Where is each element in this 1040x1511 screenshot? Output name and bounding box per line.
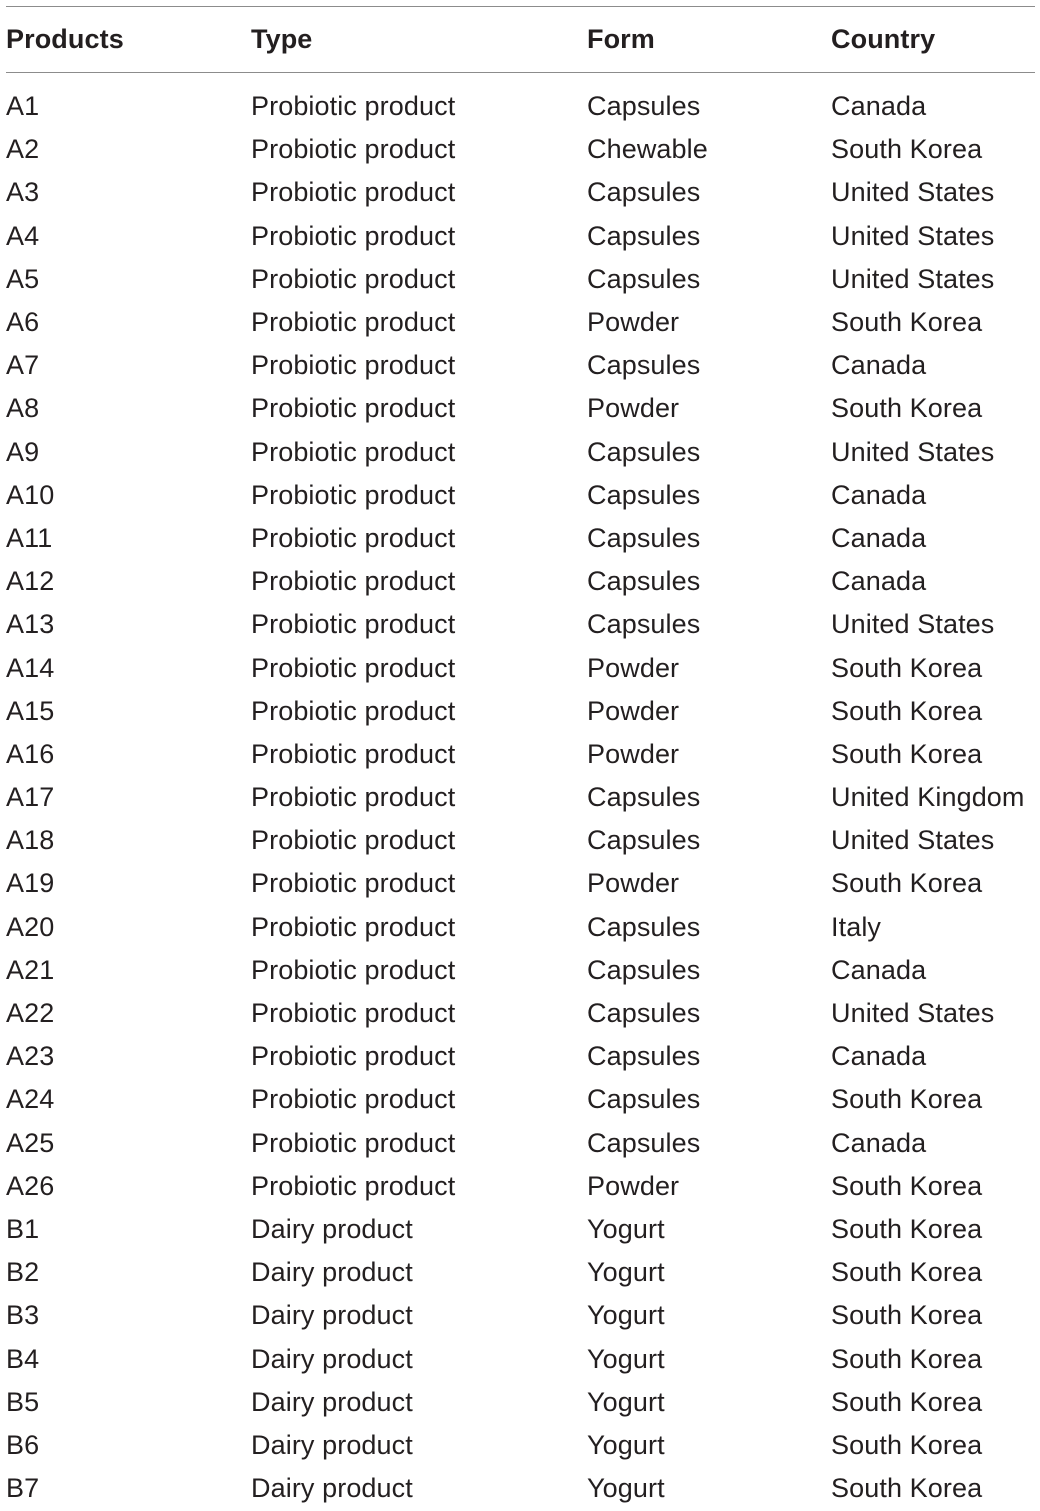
- table-row: [6, 1381, 1035, 1424]
- type-cell: Probiotic product: [251, 479, 456, 510]
- form-cell: Capsules: [587, 479, 701, 510]
- header-row: [6, 7, 1035, 72]
- table-row: [6, 992, 1035, 1035]
- table-row: [6, 128, 1035, 171]
- country-cell: United States: [831, 436, 995, 467]
- form-cell: Chewable: [587, 134, 708, 165]
- table-row: [6, 1165, 1035, 1208]
- country-cell: Canada: [831, 479, 927, 510]
- form-cell: Yogurt: [587, 1429, 665, 1460]
- form-cell: Yogurt: [587, 1473, 665, 1504]
- country-cell: South Korea: [831, 1386, 983, 1417]
- type-cell: Dairy product: [251, 1213, 413, 1244]
- table-body: [6, 85, 1035, 1510]
- product-id-cell: A24: [6, 1084, 55, 1115]
- form-cell: Capsules: [587, 1127, 701, 1158]
- country-cell: United Kingdom: [831, 782, 1025, 813]
- product-id-cell: A22: [6, 998, 55, 1029]
- form-cell: Powder: [587, 1170, 680, 1201]
- product-id-cell: B7: [6, 1473, 40, 1504]
- header-type: Type: [251, 24, 313, 54]
- form-cell: Powder: [587, 695, 680, 726]
- country-cell: United States: [831, 220, 995, 251]
- product-id-cell: A25: [6, 1127, 55, 1158]
- table-row: [6, 1294, 1035, 1337]
- type-cell: Probiotic product: [251, 911, 456, 942]
- country-cell: Canada: [831, 1127, 927, 1158]
- product-id-cell: A23: [6, 1041, 55, 1072]
- form-cell: Capsules: [587, 1041, 701, 1072]
- product-id-cell: A16: [6, 738, 55, 769]
- table-row: [6, 474, 1035, 517]
- form-cell: Powder: [587, 868, 680, 899]
- type-cell: Dairy product: [251, 1300, 413, 1331]
- country-cell: Canada: [831, 522, 927, 553]
- country-cell: Canada: [831, 566, 927, 597]
- form-cell: Capsules: [587, 220, 701, 251]
- product-id-cell: A6: [6, 307, 40, 338]
- table-row: [6, 258, 1035, 301]
- table-row: [6, 301, 1035, 344]
- country-cell: South Korea: [831, 1213, 983, 1244]
- country-cell: United States: [831, 609, 995, 640]
- product-id-cell: A9: [6, 436, 40, 467]
- product-id-cell: A11: [6, 522, 53, 553]
- form-cell: Capsules: [587, 177, 701, 208]
- form-cell: Yogurt: [587, 1257, 665, 1288]
- type-cell: Dairy product: [251, 1343, 413, 1374]
- product-id-cell: A14: [6, 652, 55, 683]
- table-row: [6, 1078, 1035, 1121]
- form-cell: Capsules: [587, 566, 701, 597]
- type-cell: Probiotic product: [251, 609, 456, 640]
- product-id-cell: B6: [6, 1429, 40, 1460]
- type-cell: Probiotic product: [251, 436, 456, 467]
- country-cell: Canada: [831, 91, 927, 122]
- product-id-cell: B4: [6, 1343, 40, 1374]
- table-row: [6, 906, 1035, 949]
- form-cell: Yogurt: [587, 1343, 665, 1374]
- table-row: [6, 1035, 1035, 1078]
- product-id-cell: A20: [6, 911, 55, 942]
- table-row: [6, 646, 1035, 689]
- product-id-cell: B3: [6, 1300, 40, 1331]
- table-row: [6, 560, 1035, 603]
- type-cell: Probiotic product: [251, 307, 456, 338]
- country-cell: South Korea: [831, 307, 983, 338]
- product-id-cell: A8: [6, 393, 40, 424]
- form-cell: Capsules: [587, 263, 701, 294]
- product-id-cell: A15: [6, 695, 55, 726]
- type-cell: Probiotic product: [251, 91, 456, 122]
- country-cell: South Korea: [831, 868, 983, 899]
- product-id-cell: A19: [6, 868, 55, 899]
- table-row: [6, 603, 1035, 646]
- country-cell: South Korea: [831, 1429, 983, 1460]
- form-cell: Powder: [587, 307, 680, 338]
- form-cell: Yogurt: [587, 1213, 665, 1244]
- country-cell: Italy: [831, 911, 882, 942]
- table-row: [6, 387, 1035, 430]
- form-cell: Capsules: [587, 91, 701, 122]
- type-cell: Probiotic product: [251, 695, 456, 726]
- type-cell: Dairy product: [251, 1429, 413, 1460]
- table-row: [6, 862, 1035, 905]
- table-row: [6, 1424, 1035, 1467]
- table-row: [6, 949, 1035, 992]
- type-cell: Probiotic product: [251, 738, 456, 769]
- header-country: Country: [831, 24, 936, 54]
- type-cell: Dairy product: [251, 1386, 413, 1417]
- form-cell: Capsules: [587, 825, 701, 856]
- form-cell: Yogurt: [587, 1300, 665, 1331]
- product-id-cell: A26: [6, 1170, 55, 1201]
- product-id-cell: B2: [6, 1257, 40, 1288]
- header-spacer: [6, 73, 1035, 85]
- country-cell: United States: [831, 825, 995, 856]
- type-cell: Probiotic product: [251, 954, 456, 985]
- table-row: [6, 431, 1035, 474]
- product-id-cell: A5: [6, 263, 40, 294]
- type-cell: Probiotic product: [251, 566, 456, 597]
- products-table: [6, 7, 1035, 1510]
- type-cell: Probiotic product: [251, 134, 456, 165]
- form-cell: Capsules: [587, 350, 701, 381]
- form-cell: Capsules: [587, 609, 701, 640]
- table-row: [6, 1467, 1035, 1510]
- country-cell: South Korea: [831, 695, 983, 726]
- country-cell: Canada: [831, 350, 927, 381]
- product-id-cell: A3: [6, 177, 40, 208]
- products-table-container: [6, 6, 1035, 1510]
- table-row: [6, 344, 1035, 387]
- type-cell: Probiotic product: [251, 1170, 456, 1201]
- product-id-cell: A1: [6, 91, 40, 122]
- table-row: [6, 517, 1035, 560]
- type-cell: Probiotic product: [251, 263, 456, 294]
- header-form: Form: [587, 24, 655, 54]
- table-row: [6, 1208, 1035, 1251]
- table-row: [6, 171, 1035, 214]
- form-cell: Capsules: [587, 998, 701, 1029]
- form-cell: Powder: [587, 393, 680, 424]
- form-cell: Yogurt: [587, 1386, 665, 1417]
- country-cell: United States: [831, 177, 995, 208]
- type-cell: Probiotic product: [251, 1041, 456, 1072]
- country-cell: South Korea: [831, 652, 983, 683]
- country-cell: Canada: [831, 954, 927, 985]
- type-cell: Probiotic product: [251, 652, 456, 683]
- table-row: [6, 733, 1035, 776]
- type-cell: Probiotic product: [251, 1084, 456, 1115]
- table-row: [6, 1122, 1035, 1165]
- product-id-cell: B5: [6, 1386, 40, 1417]
- table-row: [6, 819, 1035, 862]
- type-cell: Probiotic product: [251, 868, 456, 899]
- product-id-cell: A10: [6, 479, 55, 510]
- header-products: Products: [6, 24, 124, 54]
- product-id-cell: A18: [6, 825, 55, 856]
- type-cell: Dairy product: [251, 1473, 413, 1504]
- country-cell: South Korea: [831, 1473, 983, 1504]
- type-cell: Dairy product: [251, 1257, 413, 1288]
- form-cell: Capsules: [587, 522, 701, 553]
- country-cell: South Korea: [831, 1257, 983, 1288]
- type-cell: Probiotic product: [251, 825, 456, 856]
- country-cell: South Korea: [831, 393, 983, 424]
- form-cell: Capsules: [587, 954, 701, 985]
- country-cell: South Korea: [831, 1343, 983, 1374]
- type-cell: Probiotic product: [251, 220, 456, 251]
- country-cell: South Korea: [831, 1170, 983, 1201]
- type-cell: Probiotic product: [251, 1127, 456, 1158]
- form-cell: Capsules: [587, 436, 701, 467]
- country-cell: United States: [831, 263, 995, 294]
- table-row: [6, 690, 1035, 733]
- country-cell: South Korea: [831, 1084, 983, 1115]
- product-id-cell: A12: [6, 566, 55, 597]
- table-row: [6, 1251, 1035, 1294]
- form-cell: Capsules: [587, 1084, 701, 1115]
- type-cell: Probiotic product: [251, 782, 456, 813]
- country-cell: United States: [831, 998, 995, 1029]
- product-id-cell: A2: [6, 134, 40, 165]
- product-id-cell: B1: [6, 1213, 40, 1244]
- country-cell: Canada: [831, 1041, 927, 1072]
- product-id-cell: A4: [6, 220, 40, 251]
- table-row: [6, 215, 1035, 258]
- product-id-cell: A7: [6, 350, 40, 381]
- table-row: [6, 85, 1035, 128]
- form-cell: Capsules: [587, 782, 701, 813]
- product-id-cell: A13: [6, 609, 55, 640]
- form-cell: Capsules: [587, 911, 701, 942]
- type-cell: Probiotic product: [251, 350, 456, 381]
- country-cell: South Korea: [831, 1300, 983, 1331]
- product-id-cell: A17: [6, 782, 55, 813]
- form-cell: Powder: [587, 738, 680, 769]
- table-row: [6, 776, 1035, 819]
- table-row: [6, 1337, 1035, 1380]
- type-cell: Probiotic product: [251, 998, 456, 1029]
- country-cell: South Korea: [831, 134, 983, 165]
- product-id-cell: A21: [6, 954, 55, 985]
- type-cell: Probiotic product: [251, 393, 456, 424]
- form-cell: Powder: [587, 652, 680, 683]
- type-cell: Probiotic product: [251, 522, 456, 553]
- country-cell: South Korea: [831, 738, 983, 769]
- type-cell: Probiotic product: [251, 177, 456, 208]
